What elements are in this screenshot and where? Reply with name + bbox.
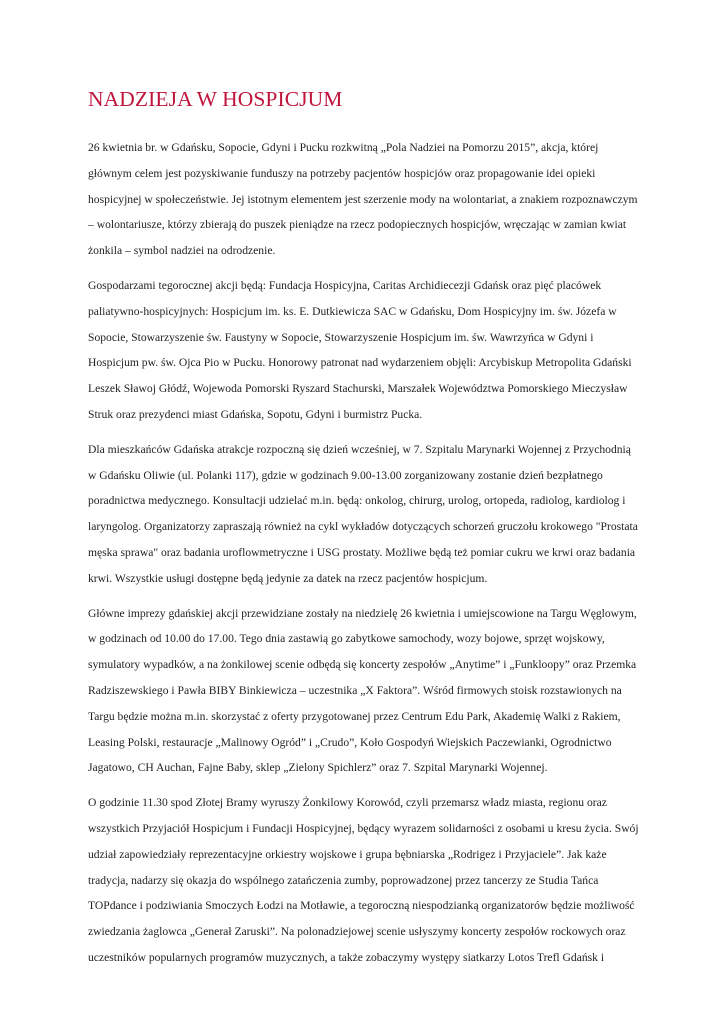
paragraph-line: tradycja, nadarzy się okazja do wspólnego zatańczenia zumby, poprowadzonej przez tancerzy ze Studia Tańca: [88, 873, 599, 887]
paragraph: [88, 601, 644, 782]
paragraph-line: – wolontariusze, którzy zbierają do puszek pieniądze na rzecz podopiecznych hospicjów, wręczając w zamian kwiat: [88, 218, 627, 232]
paragraph-line: O godzinie 11.30 spod Złotej Bramy wyruszy Żonkilowy Korowód, czyli przemarsz władz miasta, regionu oraz: [88, 796, 607, 810]
paragraph: [88, 437, 644, 592]
paragraph: [88, 790, 644, 971]
paragraph-line: głównym celem jest pozyskiwanie funduszy na potrzeby pacjentów hospicjów oraz propagowanie idei opieki: [88, 166, 596, 180]
paragraph-line: w godzinach od 10.00 do 17.00. Tego dnia zastawią go zabytkowe samochody, wozy bojowe, sprzęt wojskowy,: [88, 632, 605, 646]
paragraph-line: uczestników popularnych programów muzycznych, a także zobaczymy występy siatkarzy Lotos Trefl Gdańsk i: [88, 950, 605, 964]
document-content: [88, 86, 644, 980]
paragraph-line: męska sprawa" oraz badania uroflowmetryczne i USG prostaty. Możliwe będą też pomiar cukru we krwi oraz badania: [88, 545, 636, 559]
paragraph-line: symulatory wypadków, a na żonkilowej scenie odbędą się koncerty zespołów „Anytime” i „Funkloopy” oraz Przemka: [88, 658, 637, 672]
paragraph: [88, 273, 644, 428]
paragraph-line: Sopocie, Stowarzyszenie św. Faustyny w Sopocie, Stowarzyszenie Hospicjum im. św. Wawrzyńca w Gdyni i: [88, 330, 594, 344]
paragraph-line: wszystkich Przyjaciół Hospicjum i Fundacji Hospicyjnej, będący wyrazem solidarności z osobami u kresu życia. Swój: [88, 821, 639, 835]
paragraph-line: laryngolog. Organizatorzy zapraszają również na cykl wykładów dotyczących schorzeń gruczołu krokowego "Prostata: [88, 520, 638, 534]
paragraph-line: krwi. Wszystkie usługi dostępne będą jedynie za datek na rzecz pacjentów hospicjum.: [88, 571, 488, 585]
document-body: [88, 135, 644, 971]
paragraph-line: paliatywno-hospicyjnych: Hospicjum im. ks. E. Dutkiewicza SAC w Gdańsku, Dom Hospicyjny im. św. Józefa w: [88, 304, 617, 318]
paragraph-line: 26 kwietnia br. w Gdańsku, Sopocie, Gdyni i Pucku rozkwitną „Pola Nadziei na Pomorzu 2015”, akcja, której: [88, 141, 599, 154]
paragraph: [88, 135, 644, 264]
paragraph-line: zwiedzania żaglowca „Generał Zaruski”. Na polonadziejowej scenie usłyszymy koncerty zespołów rockowych oraz: [88, 925, 626, 939]
paragraph-line: udział zapowiedziały reprezentacyjne orkiestry wojskowe i grupa bębniarska „Rodrigez i Przyjaciele”. Jak każe: [88, 847, 607, 861]
paragraph-line: Jagatowo, CH Auchan, Fajne Baby, sklep „Zielony Spichlerz” oraz 7. Szpital Marynarki Wojennej.: [88, 761, 548, 775]
paragraph-line: Dla mieszkańców Gdańska atrakcje rozpoczną się dzień wcześniej, w 7. Szpitalu Marynarki Wojennej z Przychodnią: [88, 442, 631, 456]
paragraph-line: Leasing Polski, restauracje „Malinowy Ogród” i „Crudo”, Koło Gospodyń Wiejskich Paczewianki, Ogrodnictwo: [88, 735, 612, 749]
paragraph-line: hospicyjnej w społeczeństwie. Jej istotnym elementem jest szerzenie mody na wolontariat, a znakiem rozpoznawczym: [88, 192, 638, 206]
paragraph-line: w Gdańsku Oliwie (ul. Polanki 117), gdzie w godzinach 9.00-13.00 zorganizowany zostanie dzień bezpłatnego: [88, 468, 603, 482]
paragraph-line: żonkila – symbol nadziei na odrodzenie.: [88, 244, 276, 258]
paragraph-line: Gospodarzami tegorocznej akcji będą: Fundacja Hospicyjna, Caritas Archidiecezji Gdańsk oraz pięć placówek: [88, 278, 602, 292]
paragraph-line: Targu będzie można m.in. skorzystać z oferty przygotowanej przez Centrum Edu Park, Akademię Walki z Rakiem,: [88, 709, 621, 723]
paragraph-line: Leszek Sławoj Głódź, Wojewoda Pomorski Ryszard Stachurski, Marszałek Województwa Pomorskiego Mieczysław: [88, 382, 628, 396]
paragraph-line: poradnictwa medycznego. Konsultacji udzielać m.in. będą: onkolog, chirurg, urolog, ortopeda, radiolog, kardiolog i: [88, 494, 626, 508]
paragraph-line: Główne imprezy gdańskiej akcji przewidziane zostały na niedzielę 26 kwietnia i umiejscowione na Targu Węglowym,: [88, 606, 637, 620]
paragraph-line: Hospicjum pw. św. Ojca Pio w Pucku. Honorowy patronat nad wydarzeniem objęli: Arcybiskup Metropolita Gdański: [88, 356, 632, 370]
document-title: NADZIEJA W HOSPICJUM: [88, 87, 343, 111]
paragraph-line: TOPdance i podziwiania Smoczych Łodzi na Motławie, a tegoroczną niespodzianką organizatorów będzie możliwość: [88, 899, 635, 913]
paragraph-line: Radziszewskiego i Pawła BIBY Binkiewicza – uczestnika „X Faktora”. Wśród firmowych stoisk rozstawionych na: [88, 683, 622, 697]
paragraph-line: Struk oraz prezydenci miast Gdańska, Sopotu, Gdyni i burmistrz Pucka.: [88, 407, 423, 421]
